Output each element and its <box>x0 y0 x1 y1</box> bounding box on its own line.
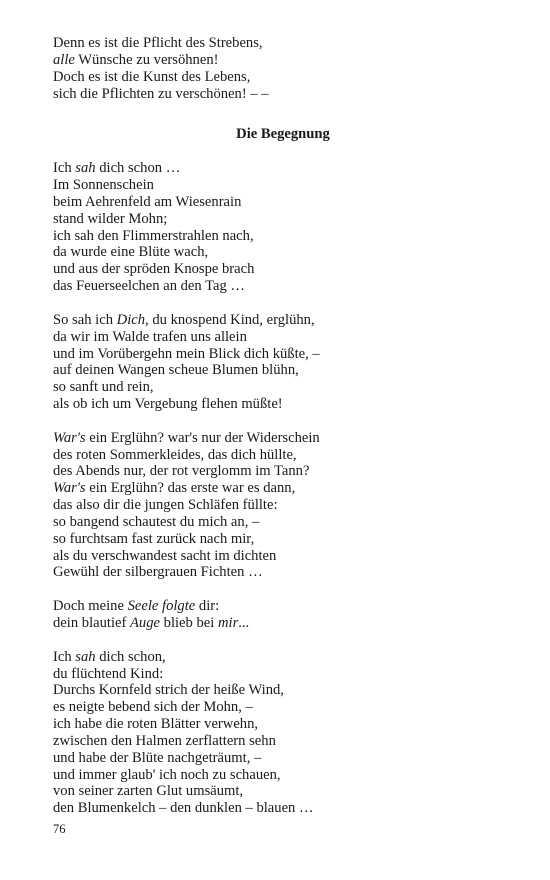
verse-line <box>53 716 513 733</box>
stanza <box>53 598 513 632</box>
emphasis-text: sah <box>75 648 96 665</box>
verse-text: des roten Sommerkleides, das dich hüllte, <box>53 446 297 463</box>
stanza <box>53 312 513 413</box>
verse-text: das also dir die jungen Schläfen füllte: <box>53 497 278 514</box>
emphasis-text: alle <box>53 51 75 68</box>
verse-text: Wünsche zu versöhnen! <box>74 51 219 68</box>
verse-text: stand wilder Mohn; <box>53 210 168 227</box>
stanza <box>53 160 513 295</box>
poem-title: Die Begegnung <box>236 126 330 143</box>
stanza-gap <box>53 413 513 430</box>
verse-line <box>53 480 513 497</box>
verse-line <box>53 514 513 531</box>
verse-text: ich habe die roten Blätter verwehn, <box>53 716 259 733</box>
verse-text: und immer glaub' ich noch zu schauen, <box>53 766 281 783</box>
emphasis-text: Seele folgte <box>127 598 196 615</box>
stanza <box>53 430 513 582</box>
page-number: 76 <box>53 822 66 836</box>
verse-text: dich schon … <box>95 160 181 177</box>
verse-text: Im Sonnenschein <box>53 177 154 194</box>
verse-text: Ich <box>53 160 76 177</box>
verse-line <box>53 666 513 683</box>
verse-text: da wurde eine Blüte wach, <box>53 244 209 261</box>
verse-text: auf deinen Wangen scheue Blumen blühn, <box>53 362 299 379</box>
poem-page <box>53 35 513 817</box>
stanza-gap <box>53 295 513 312</box>
verse-line <box>53 598 513 615</box>
verse-line <box>53 52 513 69</box>
verse-line <box>53 312 513 329</box>
verse-line <box>53 396 513 413</box>
verse-line <box>53 228 513 245</box>
stanza-gap <box>53 581 513 598</box>
verse-text: den Blumenkelch – den dunklen – blauen … <box>53 800 314 817</box>
verse-line <box>53 261 513 278</box>
verse-text: und im Vorübergehn mein Blick dich küßte, – <box>53 345 320 362</box>
intro-stanza <box>53 35 513 102</box>
verse-text: ich sah den Flimmerstrahlen nach, <box>53 227 254 244</box>
verse-text: zwischen den Halmen zerflattern sehn <box>53 732 276 749</box>
verse-text: ... <box>238 615 250 631</box>
verse-line <box>53 699 513 716</box>
verse-line <box>53 177 513 194</box>
emphasis-text: Dich, <box>116 311 149 328</box>
verse-line <box>53 682 513 699</box>
verse-text: so bangend schautest du mich an, – <box>53 513 260 530</box>
stanza-gap <box>53 632 513 649</box>
verse-text: und aus der spröden Knospe brach <box>53 261 255 278</box>
verse-text: und habe der Blüte nachgeträumt, – <box>53 749 262 766</box>
verse-line <box>53 278 513 295</box>
verse-text: sich die Pflichten zu verschönen! – – <box>53 85 269 102</box>
emphasis-text: mir <box>217 615 239 631</box>
verse-text: dich schon, <box>95 648 166 665</box>
verse-text: so sanft und rein, <box>53 379 154 396</box>
verse-text: du flüchtend Kind: <box>53 665 164 682</box>
emphasis-text: War's <box>53 429 86 446</box>
verse-text: Durchs Kornfeld strich der heiße Wind, <box>53 682 284 699</box>
verse-text: dir: <box>195 598 220 615</box>
verse-text: beim Aehrenfeld am Wiesenrain <box>53 193 242 210</box>
verse-line <box>53 35 513 52</box>
poem-body <box>53 160 513 817</box>
verse-text: des Abends nur, der rot verglomm im Tann? <box>53 463 310 480</box>
verse-line <box>53 800 513 817</box>
emphasis-text: War's <box>53 480 86 497</box>
verse-line <box>53 447 513 464</box>
verse-text: es neigte bebend sich der Mohn, – <box>53 699 253 716</box>
verse-text: So sah ich <box>53 311 117 328</box>
verse-line <box>53 733 513 750</box>
verse-text: Ich <box>53 648 76 665</box>
verse-line <box>53 430 513 447</box>
verse-text: ein Erglühn? war's nur der Widerschein <box>85 429 320 446</box>
verse-text: du knospend Kind, erglühn, <box>148 311 315 328</box>
verse-line <box>53 329 513 346</box>
verse-text: Doch meine <box>53 598 128 615</box>
verse-text: als du verschwandest sacht im dichten <box>53 547 277 564</box>
verse-text: ein Erglühn? das erste war es dann, <box>85 480 296 497</box>
verse-text: dein blautief <box>53 615 130 631</box>
stanza <box>53 649 513 817</box>
verse-line <box>53 211 513 228</box>
verse-line <box>53 750 513 767</box>
verse-line <box>53 767 513 784</box>
verse-line <box>53 783 513 800</box>
verse-line <box>53 497 513 514</box>
verse-line <box>53 564 513 581</box>
verse-text: das Feuerseelchen an den Tag … <box>53 278 246 295</box>
verse-line <box>53 244 513 261</box>
verse-line <box>53 463 513 480</box>
verse-text: blieb bei <box>160 615 218 631</box>
verse-text: Denn es ist die Pflicht des Strebens, <box>53 35 263 51</box>
verse-text: als ob ich um Vergebung flehen müßte! <box>53 396 283 413</box>
verse-text: da wir im Walde trafen uns allein <box>53 328 247 345</box>
verse-line <box>53 379 513 396</box>
verse-line <box>53 194 513 211</box>
verse-text: Doch es ist die Kunst des Lebens, <box>53 68 251 85</box>
verse-line <box>53 548 513 565</box>
emphasis-text: sah <box>75 160 96 177</box>
verse-line <box>53 531 513 548</box>
verse-line <box>53 69 513 86</box>
verse-line <box>53 86 513 103</box>
verse-text: Gewühl der silbergrauen Fichten … <box>53 564 263 581</box>
verse-line <box>53 649 513 666</box>
verse-text: von seiner zarten Glut umsäumt, <box>53 783 244 800</box>
verse-line <box>53 362 513 379</box>
verse-line <box>53 160 513 177</box>
verse-line <box>53 346 513 363</box>
verse-line <box>53 615 513 632</box>
emphasis-text: Auge <box>130 615 160 631</box>
verse-text: so furchtsam fast zurück nach mir, <box>53 530 255 547</box>
